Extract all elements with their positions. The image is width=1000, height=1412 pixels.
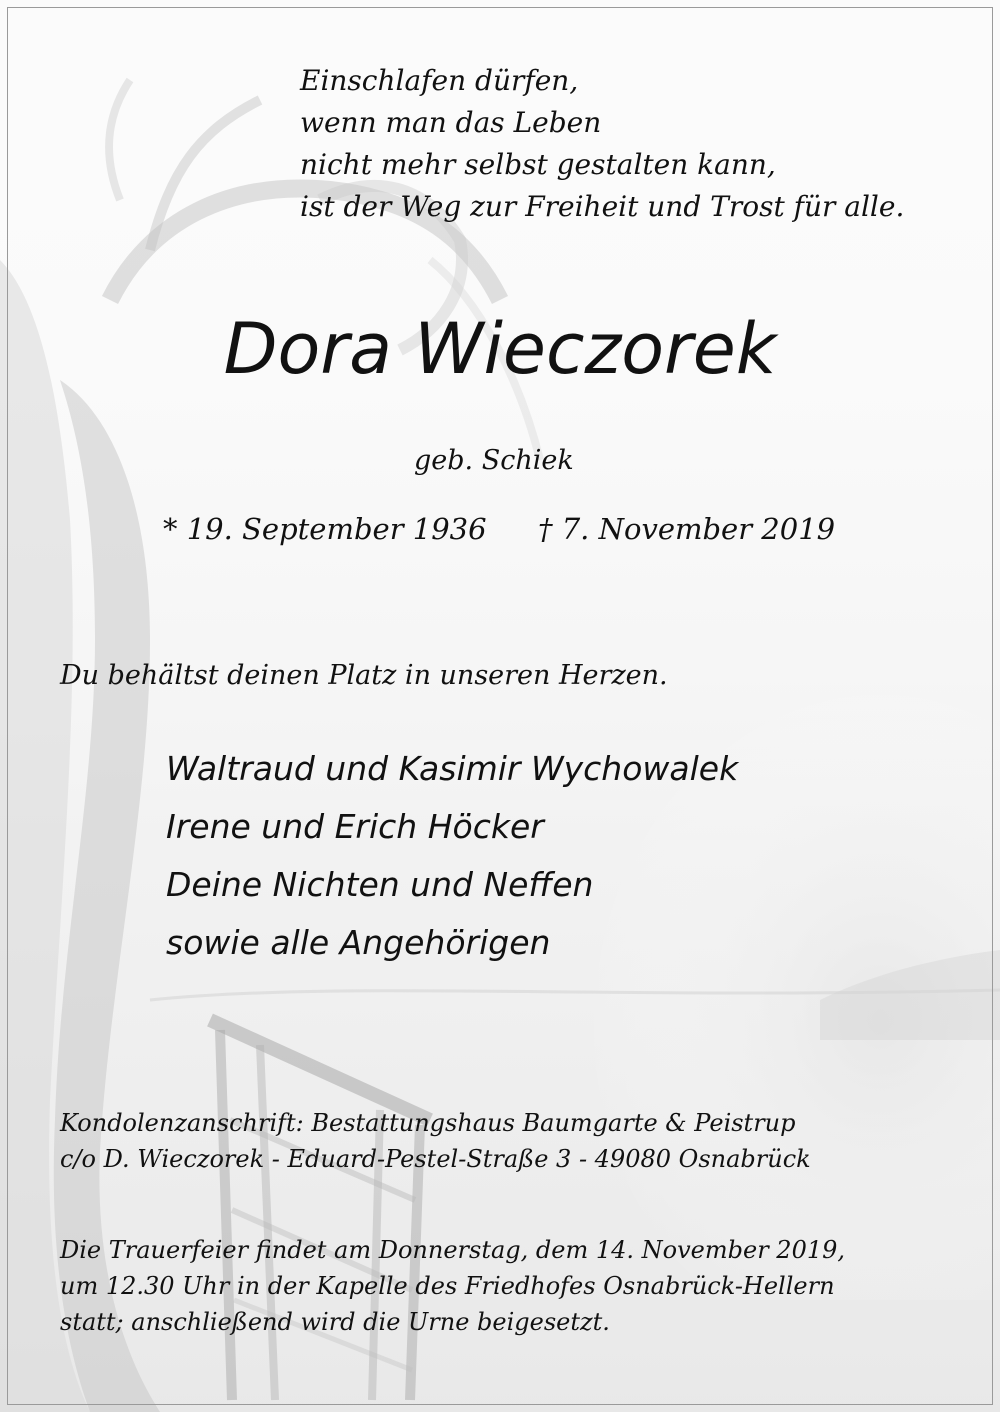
mourner-entry: sowie alle Angehörigen — [166, 923, 551, 962]
address-line: Kondolenzanschrift: Bestattungshaus Baumgarte & Peistrup — [60, 1109, 796, 1137]
closing-line: Du behältst deinen Platz in unseren Herzen. — [60, 660, 668, 691]
service-line: um 12.30 Uhr in der Kapelle des Friedhofes Osnabrück-Hellern — [60, 1272, 835, 1300]
poem-line: nicht mehr selbst gestalten kann, — [300, 148, 776, 181]
poem-line: ist der Weg zur Freiheit und Trost für alle. — [300, 190, 905, 223]
condolence-address — [60, 1105, 811, 1177]
mourner-entry: Irene und Erich Höcker — [166, 807, 544, 846]
address-line: c/o D. Wieczorek - Eduard-Pestel-Straße 3 - 49080 Osnabrück — [60, 1145, 811, 1173]
deceased-name: Dora Wieczorek — [223, 308, 777, 390]
mourner-entry: Deine Nichten und Neffen — [166, 865, 594, 904]
service-line: statt; anschließend wird die Urne beigesetzt. — [60, 1308, 610, 1336]
poem — [300, 60, 904, 228]
death-date: † 7. November 2019 — [538, 512, 836, 546]
mourners-list — [166, 740, 738, 972]
poem-line: Einschlafen dürfen, — [300, 64, 579, 97]
maiden-name: geb. Schiek — [414, 445, 574, 476]
mourner-entry: Waltraud und Kasimir Wychowalek — [166, 749, 739, 788]
service-info — [60, 1232, 845, 1340]
service-line: Die Trauerfeier findet am Donnerstag, dem 14. November 2019, — [60, 1236, 846, 1264]
poem-line: wenn man das Leben — [300, 106, 602, 139]
birth-date: * 19. September 1936 — [163, 512, 487, 546]
